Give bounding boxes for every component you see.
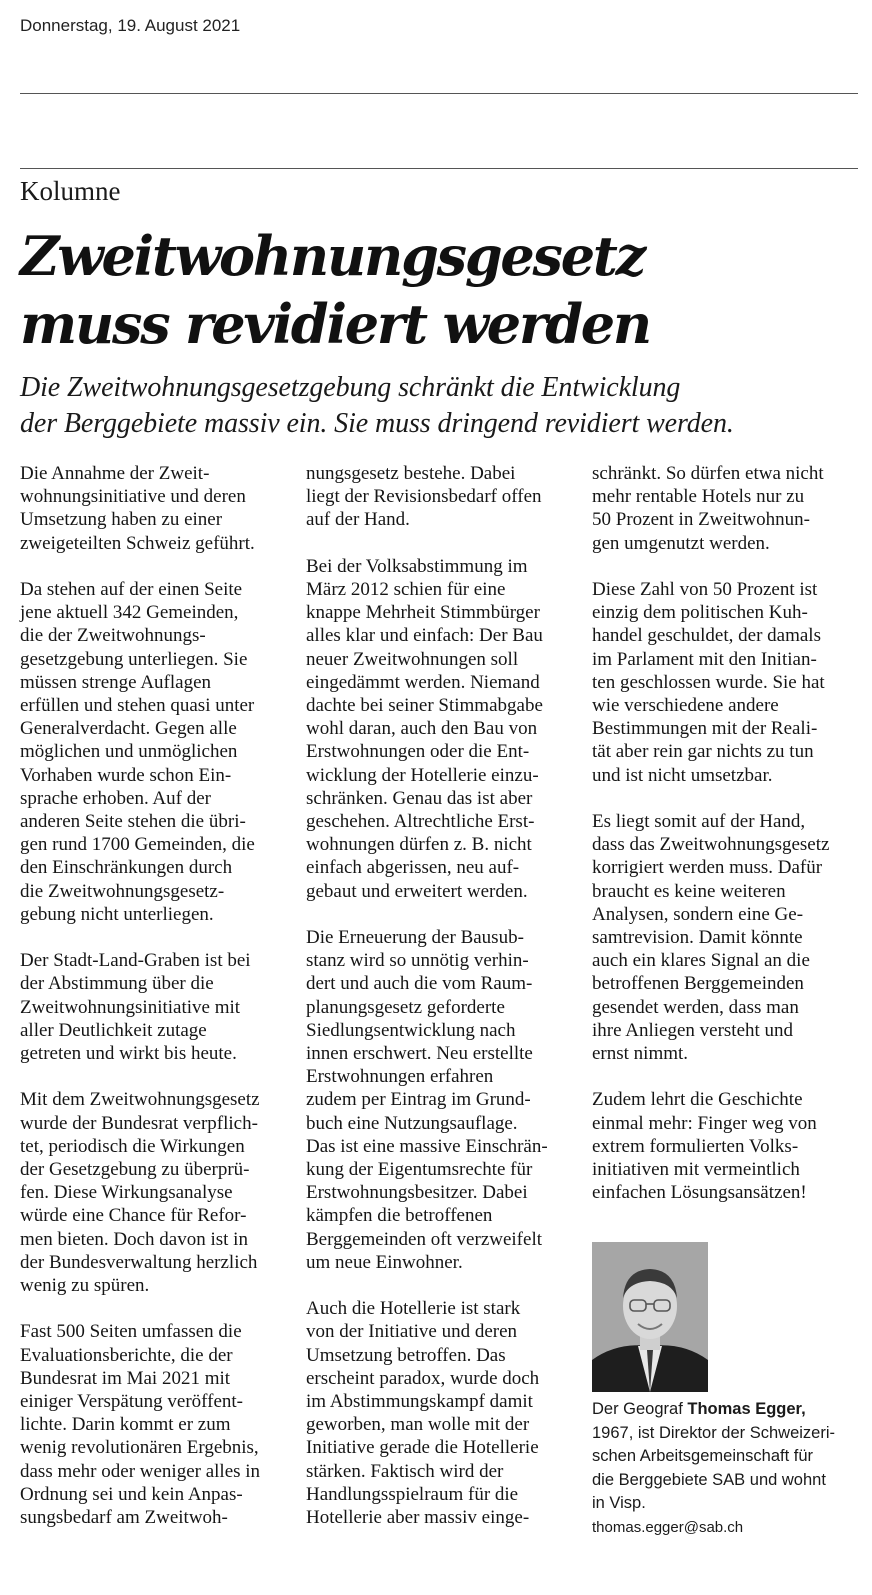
paragraph-line: aller Deutlichkeit zutage (20, 1019, 207, 1041)
paragraph-line: Analysen, sondern eine Ge- (592, 903, 804, 925)
article-paragraph (306, 926, 581, 1274)
paragraph-line: betroffenen Berggemeinden (592, 973, 804, 995)
paragraph-line: schränken. Genau das ist aber (306, 787, 533, 809)
paragraph-line: neuer Zweitwohnungen soll (306, 648, 519, 670)
paragraph-line: Da stehen auf der einen Seite (20, 579, 243, 600)
paragraph-line: stanz wird so unnötig verhin- (306, 950, 529, 972)
paragraph-line: Ordnung sei und kein Anpas- (20, 1483, 243, 1505)
paragraph-line: Initiative gerade die Hotellerie (306, 1437, 539, 1459)
lead-text (20, 370, 860, 442)
paragraph-line: Erstwohnungen oder die Ent- (306, 741, 530, 763)
paragraph-line: müssen strenge Auflagen (20, 671, 212, 693)
paragraph-line: im Abstimmungskampf damit (306, 1391, 533, 1413)
paragraph-line: Berggemeinden oft verzweifelt (306, 1228, 542, 1250)
paragraph-line: sprache erhoben. Auf der (20, 787, 211, 809)
article-paragraph (592, 1088, 867, 1204)
paragraph-line: initiativen mit vermeintlich (592, 1159, 800, 1181)
paragraph-line: geschehen. Altrechtliche Erst- (306, 811, 535, 833)
paragraph-line: Die Erneuerung der Bausub- (306, 927, 524, 949)
paragraph-line: Vorhaben wurde schon Ein- (20, 764, 232, 786)
paragraph-line: Generalverdacht. Gegen alle (20, 718, 237, 740)
paragraph-line: den Einschränkungen durch (20, 857, 233, 879)
caption-prefix: Der Geograf (592, 1400, 688, 1418)
paragraph-line: wicklung der Hotellerie einzu- (306, 764, 539, 786)
paragraph-line: braucht es keine weiteren (592, 880, 786, 902)
author-photo (592, 1242, 708, 1392)
paragraph-line: Mit dem Zweitwohnungsgesetz (20, 1089, 260, 1111)
paragraph-line: einfach abgerissen, neu auf- (306, 857, 520, 879)
paragraph-line: Siedlungsentwicklung nach (306, 1019, 516, 1041)
paragraph-line: einzig dem politischen Kuh- (592, 602, 808, 624)
paragraph-line: eingedämmt werden. Niemand (306, 671, 540, 693)
paragraph-line: ihre Anliegen versteht und (592, 1019, 794, 1041)
article-column-1 (20, 462, 295, 1552)
paragraph-line: erfüllen und stehen quasi unter (20, 695, 255, 717)
paragraph-line: der Bundesverwaltung herzlich (20, 1251, 258, 1273)
paragraph-line: der Abstimmung über die (20, 973, 214, 995)
paragraph-line: einiger Verspätung veröffent- (20, 1391, 243, 1413)
section-divider (20, 168, 858, 169)
paragraph-line: stärken. Faktisch wird der (306, 1460, 504, 1482)
paragraph-line: Zudem lehrt die Geschichte (592, 1089, 803, 1111)
caption-line: in Visp. (592, 1494, 646, 1512)
article-paragraph (592, 810, 867, 1065)
paragraph-line: Erstwohnungen erfahren (306, 1066, 494, 1088)
article-paragraph (306, 555, 581, 903)
paragraph-line: im Parlament mit den Initian- (592, 648, 817, 670)
paragraph-line: wie verschiedene andere (592, 695, 779, 717)
paragraph-line: Umsetzung betroffen. Das (306, 1344, 506, 1366)
paragraph-line: ten geschlossen wurde. Sie hat (592, 671, 825, 693)
paragraph-line: Es liegt somit auf der Hand, (592, 811, 806, 833)
paragraph-line: alles klar und einfach: Der Bau (306, 625, 543, 647)
lead-line: Die Zweitwohnungsgesetzgebung schränkt die Entwicklung (20, 372, 681, 403)
paragraph-line: erscheint paradox, wurde doch (306, 1367, 540, 1389)
paragraph-line: dachte bei seiner Stimmabgabe (306, 695, 543, 717)
lead-line: der Berggebiete massiv ein. Sie muss dringend revidiert werden. (20, 408, 734, 439)
paragraph-line: kämpfen die betroffenen (306, 1205, 493, 1227)
paragraph-line: wenig revolutionären Ergebnis, (20, 1437, 259, 1459)
paragraph-line: knappe Mehrheit Stimmbürger (306, 602, 540, 624)
paragraph-line: Umsetzung haben zu einer (20, 509, 223, 531)
paragraph-line: sungsbedarf am Zweitwoh- (20, 1507, 228, 1529)
headline-line: muss revidiert werden (20, 292, 650, 356)
paragraph-line: geworben, man wolle mit der (306, 1414, 530, 1436)
paragraph-line: 50 Prozent in Zweitwohnun- (592, 509, 810, 531)
paragraph-line: Zweitwohnungsinitiative mit (20, 996, 241, 1018)
paragraph-line: wohl daran, auch den Bau von (306, 718, 538, 740)
author-email[interactable]: thomas.egger@sab.ch (592, 1518, 744, 1536)
paragraph-line: die Zweitwohnungsgesetz- (20, 880, 225, 902)
author-name: Thomas Egger, (687, 1400, 806, 1418)
paragraph-line: gebaut und erweitert werden. (306, 880, 528, 902)
paragraph-line: Bestimmungen mit der Reali- (592, 718, 818, 740)
paragraph-line: März 2012 schien für eine (306, 579, 506, 600)
paragraph-line: wurde der Bundesrat verpflich- (20, 1112, 258, 1134)
paragraph-line: samtrevision. Damit könnte (592, 927, 803, 949)
paragraph-line: Diese Zahl von 50 Prozent ist (592, 579, 818, 600)
paragraph-line: Erstwohnungsbesitzer. Dabei (306, 1182, 528, 1204)
paragraph-line: gebung nicht unterliegen. (20, 903, 214, 925)
paragraph-line: gesendet werden, dass man (592, 996, 799, 1018)
caption-line (592, 1398, 862, 1422)
paragraph-line: getreten und wirkt bis heute. (20, 1043, 237, 1065)
paragraph-line: Das ist eine massive Einschrän- (306, 1135, 548, 1157)
paragraph-line: Die Annahme der Zweit- (20, 463, 210, 484)
paragraph-line: zweigeteilten Schweiz geführt. (20, 532, 255, 554)
paragraph-line: Bei der Volksabstimmung im (306, 555, 528, 577)
paragraph-line: Der Stadt-Land-Graben ist bei (20, 950, 251, 972)
headline-line: Zweitwohnungsgesetz (20, 224, 645, 288)
paragraph-line: anderen Seite stehen die übri- (20, 811, 246, 833)
paragraph-line: Evaluationsberichte, die der (20, 1344, 233, 1366)
paragraph-line: auch ein klares Signal an die (592, 950, 810, 972)
paragraph-line: dass das Zweitwohnungsgesetz (592, 834, 830, 856)
article-paragraph (20, 462, 295, 555)
paragraph-line: Bundesrat im Mai 2021 mit (20, 1367, 231, 1389)
article-paragraph (20, 1320, 295, 1529)
paragraph-line: wohnungsinitiative und deren (20, 486, 246, 508)
paragraph-line: von der Initiative und deren (306, 1321, 518, 1343)
paragraph-line: gesetzgebung unterliegen. Sie (20, 648, 248, 670)
paragraph-line: kung der Eigentumsrechte für (306, 1159, 533, 1181)
paragraph-line: dert und auch die vom Raum- (306, 973, 533, 995)
caption-line: die Berggebiete SAB und wohnt (592, 1470, 826, 1489)
paragraph-line: fen. Diese Wirkungsanalyse (20, 1182, 233, 1204)
paragraph-line: und ist nicht umsetzbar. (592, 764, 773, 786)
paragraph-line: einfachen Lösungsansätzen! (592, 1182, 807, 1204)
paragraph-line: handel geschuldet, der damals (592, 625, 821, 647)
paragraph-line: buch eine Nutzungsauflage. (306, 1112, 518, 1134)
caption-line: 1967, ist Direktor der Schweizeri- (592, 1423, 836, 1442)
paragraph-line: planungsgesetz geforderte (306, 996, 505, 1018)
caption-line: schen Arbeitsgemeinschaft für (592, 1447, 814, 1465)
paragraph-line: ernst nimmt. (592, 1043, 689, 1065)
paragraph-line: um neue Einwohner. (306, 1251, 463, 1273)
paragraph-line: schränkt. So dürfen etwa nicht (592, 463, 824, 484)
paragraph-line: mehr rentable Hotels nur zu (592, 486, 805, 508)
article-paragraph (592, 462, 867, 555)
paragraph-line: jene aktuell 342 Gemeinden, (20, 602, 239, 624)
paragraph-line: wenig zu spüren. (20, 1275, 150, 1297)
paragraph-line: men bieten. Doch davon ist in (20, 1228, 248, 1250)
article-column-3 (592, 462, 867, 1228)
paragraph-line: möglichen und unmöglichen (20, 741, 238, 763)
paragraph-line: würde eine Chance für Refor- (20, 1205, 247, 1227)
paragraph-line: nungsgesetz bestehe. Dabei (306, 463, 516, 484)
article-paragraph (20, 1088, 295, 1297)
paragraph-line: korrigiert werden muss. Dafür (592, 857, 823, 879)
paragraph-line: lichte. Darin kommt er zum (20, 1414, 231, 1436)
article-paragraph (306, 462, 581, 532)
paragraph-line: tät aber rein gar nichts zu tun (592, 741, 814, 763)
paragraph-line: der Gesetzgebung zu überprü- (20, 1159, 250, 1181)
article-paragraph (306, 1297, 581, 1529)
paragraph-line: liegt der Revisionsbedarf offen (306, 486, 542, 508)
paragraph-line: extrem formulierten Volks- (592, 1135, 799, 1157)
paragraph-line: wohnungen dürfen z. B. nicht (306, 834, 532, 856)
paragraph-line: Fast 500 Seiten umfassen die (20, 1321, 242, 1343)
paragraph-line: die der Zweitwohnungs- (20, 625, 206, 647)
article-paragraph (20, 578, 295, 926)
article-column-2 (306, 462, 581, 1552)
top-divider (20, 93, 858, 94)
paragraph-line: dass mehr oder weniger alles in (20, 1460, 261, 1482)
article-paragraph (592, 578, 867, 787)
headline (20, 222, 860, 358)
paragraph-line: gen rund 1700 Gemeinden, die (20, 834, 255, 856)
paragraph-line: Hotellerie aber massiv einge- (306, 1507, 530, 1529)
paragraph-line: auf der Hand. (306, 509, 410, 531)
author-caption (592, 1398, 862, 1539)
publication-date: Donnerstag, 19. August 2021 (20, 16, 241, 35)
paragraph-line: innen erschwert. Neu erstellte (306, 1043, 533, 1065)
paragraph-line: tet, periodisch die Wirkungen (20, 1135, 245, 1157)
paragraph-line: gen umgenutzt werden. (592, 532, 770, 554)
section-label: Kolumne (20, 176, 121, 206)
paragraph-line: einmal mehr: Finger weg von (592, 1112, 817, 1134)
article-paragraph (20, 949, 295, 1065)
paragraph-line: Auch die Hotellerie ist stark (306, 1298, 521, 1320)
paragraph-line: Handlungsspielraum für die (306, 1483, 519, 1505)
paragraph-line: zudem per Eintrag im Grund- (306, 1089, 531, 1111)
